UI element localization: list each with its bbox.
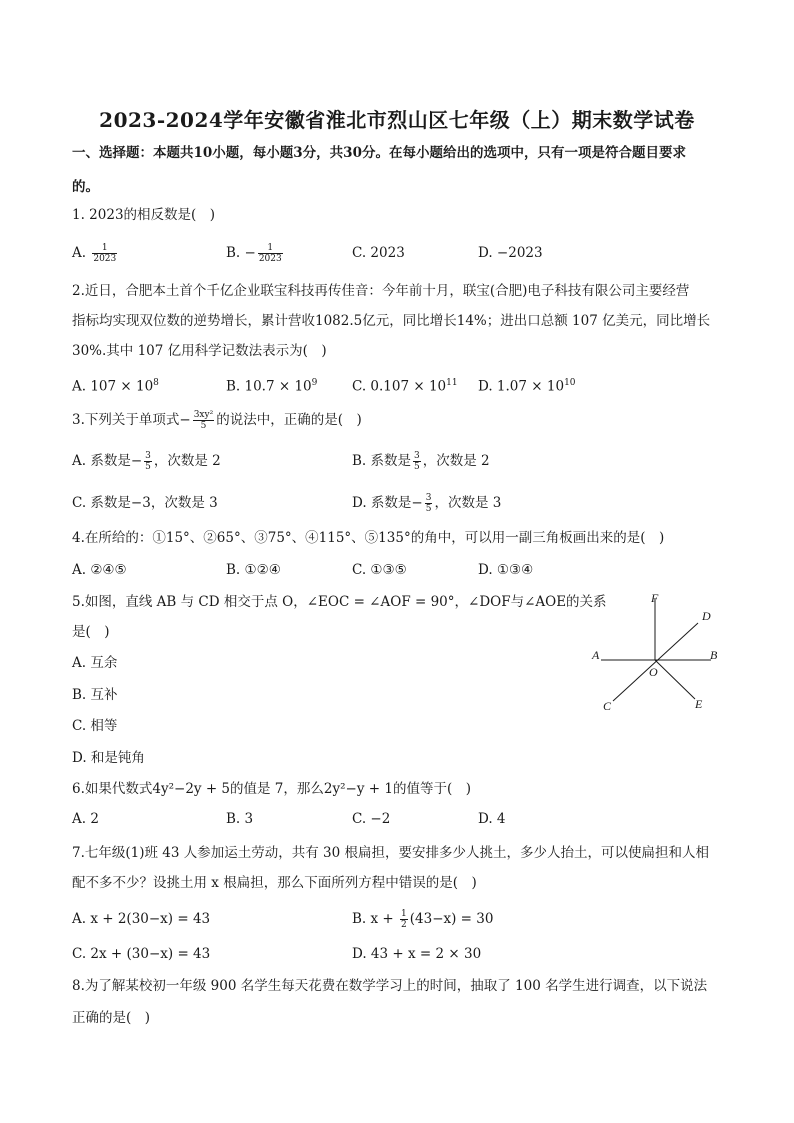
q1-option-b: B. − $\frac{1}{2023}$ bbox=[226, 243, 282, 264]
ray-oe bbox=[655, 660, 695, 699]
q4-option-b: B. ①②④ bbox=[226, 562, 281, 578]
q3-option-a: A. 系数是− $\frac{3}{5}$ ，次数是 2 bbox=[72, 451, 221, 472]
question-7-line2: 配不多不少？设挑土用 x 根扁担，那么下面所列方程中错误的是( ) bbox=[72, 875, 477, 891]
q7-option-b: B. x + $\frac{1}{2}$ (43−x) = 30 bbox=[352, 909, 494, 930]
question-5-line1: 5.如图，直线 AB 与 CD 相交于点 O，∠EOC = ∠AOF = 90°，∠DOF与∠AOE的关系 bbox=[72, 594, 607, 610]
q7-option-a: A. x + 2(30−x) = 43 bbox=[72, 911, 211, 927]
q4-option-d: D. ①③④ bbox=[478, 562, 534, 578]
q5-option-b: B. 互补 bbox=[72, 687, 118, 703]
q6-option-a: A. 2 bbox=[72, 811, 99, 827]
intersecting-lines-figure bbox=[585, 585, 725, 715]
label-a: A bbox=[592, 648, 600, 662]
question-4-stem: 4.在所给的：①15°、②65°、③75°、④115°、⑤135°的角中，可以用一副三角板画出来的是( ) bbox=[72, 530, 665, 546]
q1-option-d: D. −2023 bbox=[478, 245, 543, 261]
q6-option-d: D. 4 bbox=[478, 811, 506, 827]
q6-option-b: B. 3 bbox=[226, 811, 254, 827]
q5-option-d: D. 和是钝角 bbox=[72, 750, 145, 766]
label-f: F bbox=[651, 591, 659, 605]
q2-option-b: B. $10.7 \times 10^9$ bbox=[226, 378, 318, 395]
section-instructions-line2: 的。 bbox=[72, 179, 99, 195]
label-d: D bbox=[702, 609, 711, 623]
q1-option-a: A. $\frac{1}{2023}$ bbox=[72, 243, 117, 264]
q5-option-c: C. 相等 bbox=[72, 718, 118, 734]
question-3-stem: 3.下列关于单项式− $\frac{\text{3xy²}}{5}$ 的说法中，正确的是( ) bbox=[72, 410, 362, 431]
question-8-line2: 正确的是( ) bbox=[72, 1010, 151, 1026]
label-o: O bbox=[649, 665, 658, 679]
q2-option-a: A. $107 \times 10^8$ bbox=[72, 378, 159, 395]
q7-option-c: C. 2x + (30−x) = 43 bbox=[72, 946, 211, 962]
q4-option-a: A. ②④⑤ bbox=[72, 562, 127, 578]
q1-option-c: C. 2023 bbox=[352, 245, 405, 261]
label-e: E bbox=[695, 697, 703, 711]
question-7-line1: 7.七年级(1)班 43 人参加运土劳动，共有 30 根扁担，要安排多少人挑土，多少人抬土，可以使扁担和人相 bbox=[72, 845, 710, 861]
question-1-stem: 1. 2023的相反数是( ) bbox=[72, 207, 216, 223]
label-b: B bbox=[710, 648, 718, 662]
q2-option-d: D. $1.07 \times 10^{10}$ bbox=[478, 378, 576, 395]
q7-option-d: D. 43 + x = 2 × 30 bbox=[352, 946, 482, 962]
question-8-line1: 8.为了解某校初一年级 900 名学生每天花费在数学学习上的时间，抽取了 100 名学生进行调查，以下说法 bbox=[72, 978, 708, 994]
q4-option-c: C. ①③⑤ bbox=[352, 562, 407, 578]
label-c: C bbox=[603, 699, 612, 713]
question-6-stem: 6.如果代数式4y²−2y + 5的值是 7，那么2y²−y + 1的值等于( ) bbox=[72, 781, 471, 797]
q2-option-c: C. $0.107 \times 10^{11}$ bbox=[352, 378, 458, 395]
question-2-line1: 2.近日，合肥本土首个千亿企业联宝科技再传佳音：今年前十月，联宝(合肥)电子科技有限公司主要经营 bbox=[72, 283, 690, 299]
q5-option-a: A. 互余 bbox=[72, 655, 118, 671]
q3-option-b: B. 系数是 $\frac{3}{5}$ ，次数是 2 bbox=[352, 451, 490, 472]
q3-option-c: C. 系数是−3，次数是 3 bbox=[72, 495, 218, 511]
q3-option-d: D. 系数是− $\frac{3}{5}$ ，次数是 3 bbox=[352, 493, 502, 514]
question-5-line2: 是( ) bbox=[72, 624, 110, 640]
question-2-line2: 指标均实现双位数的逆势增长，累计营收1082.5亿元，同比增长14%；进出口总额 107 亿美元，同比增长 bbox=[72, 313, 711, 329]
question-2-line3: 30%.其中 107 亿用科学记数法表示为( ) bbox=[72, 343, 327, 359]
q6-option-c: C. −2 bbox=[352, 811, 391, 827]
page-title: 2023-2024学年安徽省淮北市烈山区七年级（上）期末数学试卷 bbox=[99, 108, 695, 132]
section-instructions-line1: 一、选择题：本题共10小题，每小题3分，共30分。在每小题给出的选项中，只有一项是符合题目要求 bbox=[72, 145, 686, 161]
